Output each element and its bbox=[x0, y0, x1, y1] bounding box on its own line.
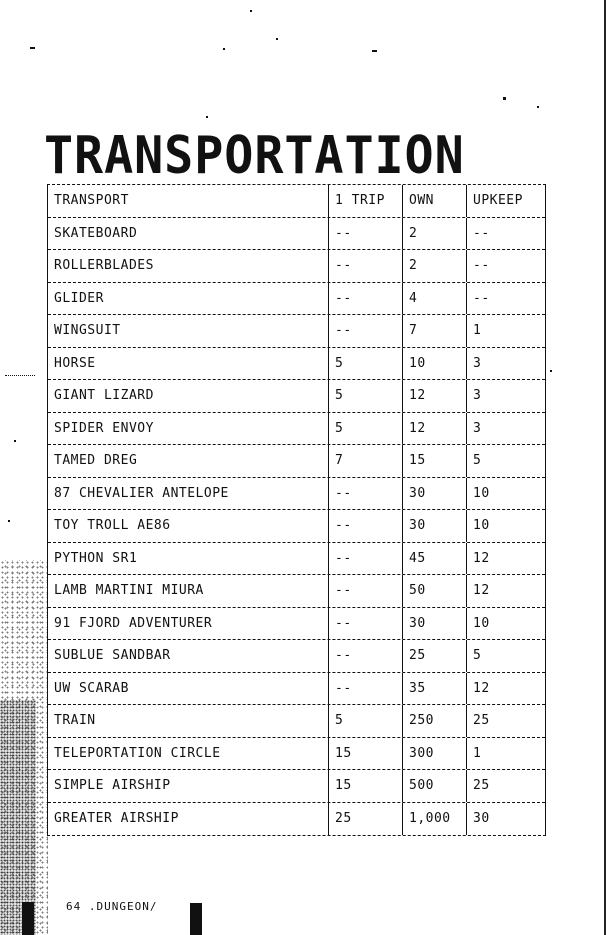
table-row bbox=[48, 510, 545, 543]
cell-upkeep: -- bbox=[466, 283, 545, 315]
cell-one-trip: -- bbox=[328, 250, 402, 282]
header-transport: TRANSPORT bbox=[54, 193, 129, 208]
ink-speck bbox=[276, 38, 278, 40]
cell-own: 2 bbox=[402, 250, 466, 282]
cell-one-trip: 15 bbox=[328, 738, 402, 770]
scan-noise-dense bbox=[0, 700, 36, 935]
cell-own: 25 bbox=[402, 640, 466, 672]
table-row bbox=[48, 575, 545, 608]
cell-one-trip: -- bbox=[328, 283, 402, 315]
cell-transport: GREATER AIRSHIP bbox=[54, 810, 179, 826]
cell-transport: 87 CHEVALIER ANTELOPE bbox=[54, 485, 229, 501]
cell-upkeep: 3 bbox=[466, 348, 545, 380]
table-row bbox=[48, 250, 545, 283]
cell-one-trip: 7 bbox=[328, 445, 402, 477]
table-row bbox=[48, 380, 545, 413]
cell-own: 250 bbox=[402, 705, 466, 737]
cell-own: 500 bbox=[402, 770, 466, 802]
cell-upkeep: 5 bbox=[466, 445, 545, 477]
cell-own: 2 bbox=[402, 218, 466, 250]
ink-speck bbox=[30, 47, 35, 49]
table-row bbox=[48, 803, 545, 836]
footer-marker-left bbox=[22, 902, 34, 935]
cell-transport: SPIDER ENVOY bbox=[54, 420, 154, 436]
page-number: 64 bbox=[66, 900, 82, 913]
ink-speck bbox=[250, 10, 252, 12]
cell-one-trip: -- bbox=[328, 608, 402, 640]
table-row bbox=[48, 283, 545, 316]
cell-upkeep: 5 bbox=[466, 640, 545, 672]
table-header-row bbox=[48, 185, 545, 218]
cell-upkeep: 25 bbox=[466, 770, 545, 802]
cell-transport: TAMED DREG bbox=[54, 453, 138, 468]
ink-speck bbox=[5, 375, 35, 377]
cell-transport: TELEPORTATION CIRCLE bbox=[54, 745, 221, 761]
cell-own: 35 bbox=[402, 673, 466, 705]
cell-transport: GLIDER bbox=[54, 290, 104, 306]
cell-upkeep: -- bbox=[466, 218, 545, 250]
cell-one-trip: -- bbox=[328, 218, 402, 250]
cell-own: 1,000 bbox=[402, 803, 466, 836]
cell-transport: LAMB MARTINI MIURA bbox=[54, 583, 204, 598]
ink-speck bbox=[537, 106, 539, 108]
ink-speck bbox=[372, 50, 377, 52]
cell-own: 50 bbox=[402, 575, 466, 607]
cell-one-trip: -- bbox=[328, 478, 402, 510]
cell-one-trip: 15 bbox=[328, 770, 402, 802]
cell-upkeep: 12 bbox=[466, 673, 545, 705]
cell-own: 12 bbox=[402, 380, 466, 412]
transport-table bbox=[47, 184, 546, 836]
table-row bbox=[48, 445, 545, 478]
cell-own: 7 bbox=[402, 315, 466, 347]
ink-speck bbox=[14, 440, 16, 442]
table-row bbox=[48, 705, 545, 738]
header-upkeep: UPKEEP bbox=[466, 185, 545, 217]
cell-upkeep: -- bbox=[466, 250, 545, 282]
table-row bbox=[48, 608, 545, 641]
page-footer bbox=[66, 900, 157, 913]
cell-upkeep: 12 bbox=[466, 575, 545, 607]
cell-upkeep: 25 bbox=[466, 705, 545, 737]
ink-speck bbox=[503, 97, 506, 100]
table-row bbox=[48, 218, 545, 251]
header-own: OWN bbox=[402, 185, 466, 217]
cell-upkeep: 3 bbox=[466, 413, 545, 445]
cell-transport: TOY TROLL AE86 bbox=[54, 518, 171, 533]
cell-upkeep: 1 bbox=[466, 738, 545, 770]
cell-own: 30 bbox=[402, 510, 466, 542]
table-row bbox=[48, 315, 545, 348]
cell-one-trip: -- bbox=[328, 673, 402, 705]
cell-one-trip: -- bbox=[328, 315, 402, 347]
ink-speck bbox=[206, 116, 208, 118]
cell-one-trip: -- bbox=[328, 575, 402, 607]
cell-upkeep: 12 bbox=[466, 543, 545, 575]
cell-one-trip: -- bbox=[328, 640, 402, 672]
cell-one-trip: -- bbox=[328, 543, 402, 575]
cell-transport: UW SCARAB bbox=[54, 680, 129, 696]
cell-one-trip: 5 bbox=[328, 705, 402, 737]
cell-own: 30 bbox=[402, 608, 466, 640]
cell-one-trip: 5 bbox=[328, 348, 402, 380]
cell-upkeep: 10 bbox=[466, 478, 545, 510]
cell-upkeep: 30 bbox=[466, 803, 545, 836]
cell-own: 4 bbox=[402, 283, 466, 315]
cell-transport: PYTHON SR1 bbox=[54, 550, 138, 566]
table-row bbox=[48, 738, 545, 771]
cell-transport: SIMPLE AIRSHIP bbox=[54, 778, 171, 793]
ink-speck bbox=[223, 48, 225, 50]
cell-own: 15 bbox=[402, 445, 466, 477]
cell-upkeep: 10 bbox=[466, 608, 545, 640]
cell-transport: WINGSUIT bbox=[54, 323, 121, 338]
cell-one-trip: 25 bbox=[328, 803, 402, 836]
table-row bbox=[48, 543, 545, 576]
cell-transport: 91 FJORD ADVENTURER bbox=[54, 615, 213, 631]
cell-one-trip: -- bbox=[328, 510, 402, 542]
footer-marker-right bbox=[190, 903, 202, 935]
cell-transport: SUBLUE SANDBAR bbox=[54, 648, 171, 663]
cell-own: 30 bbox=[402, 478, 466, 510]
cell-one-trip: 5 bbox=[328, 413, 402, 445]
book-name: .DUNGEON/ bbox=[88, 900, 158, 913]
cell-transport: GIANT LIZARD bbox=[54, 388, 154, 403]
ink-speck bbox=[8, 520, 10, 522]
cell-own: 300 bbox=[402, 738, 466, 770]
ink-speck bbox=[550, 370, 552, 372]
cell-upkeep: 3 bbox=[466, 380, 545, 412]
cell-own: 12 bbox=[402, 413, 466, 445]
cell-upkeep: 1 bbox=[466, 315, 545, 347]
table-row bbox=[48, 413, 545, 446]
cell-transport: HORSE bbox=[54, 355, 96, 371]
cell-upkeep: 10 bbox=[466, 510, 545, 542]
page-title: TRANSPORTATION bbox=[44, 126, 465, 186]
table-row bbox=[48, 640, 545, 673]
cell-own: 45 bbox=[402, 543, 466, 575]
cell-transport: TRAIN bbox=[54, 713, 96, 728]
cell-one-trip: 5 bbox=[328, 380, 402, 412]
cell-own: 10 bbox=[402, 348, 466, 380]
table-row bbox=[48, 478, 545, 511]
cell-transport: ROLLERBLADES bbox=[54, 258, 154, 273]
header-one-trip: 1 TRIP bbox=[328, 185, 402, 217]
cell-transport: SKATEBOARD bbox=[54, 225, 138, 241]
table-row bbox=[48, 673, 545, 706]
table-row bbox=[48, 770, 545, 803]
table-row bbox=[48, 348, 545, 381]
